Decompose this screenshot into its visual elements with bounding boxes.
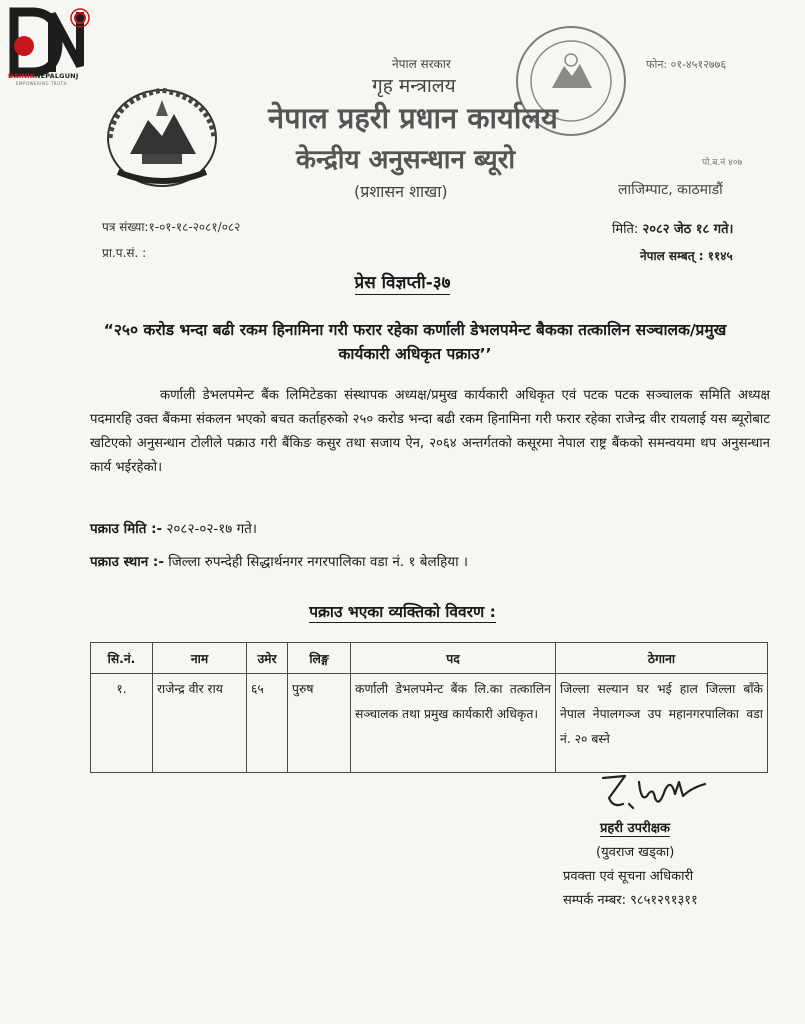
col-header-post: पद <box>351 643 556 674</box>
signatory-role: प्रवक्ता एवं सूचना अधिकारी <box>563 869 694 884</box>
header-phone: फोन: ०१-४५१२७७६ <box>646 58 727 71</box>
press-release-title: प्रेस विज्ञप्ती-३७ <box>354 273 451 293</box>
col-header-name: नाम <box>153 643 247 674</box>
cell-post: कर्णाली डेभलपमेन्ट बैंक लि.का तत्कालिन सञ्चालक तथा प्रमुख कार्यकारी अधिकृत। <box>351 674 556 773</box>
arrested-persons-table <box>90 642 768 773</box>
press-headline: “२५० करोड भन्दा बढी रकम हिनामिना गरी फरार रहेका कर्णाली डेभलपमेन्ट बैकका तत्कालिन सञ्चालक/प्रमुख कार्यकारी अधिकृत पक्राउ’’ <box>103 321 727 363</box>
signature-mark <box>595 768 715 816</box>
signatory-name: (युवराज खड्का) <box>596 845 675 860</box>
signatory-contact: सम्पर्क नम्बर: ९८५१२९१३११ <box>563 893 698 908</box>
header-location: लाजिम्पाट, काठमाडौं <box>618 182 723 198</box>
logo-tagline: EMPOWERING TRUTH <box>16 81 67 86</box>
cell-gender: पुरुष <box>288 674 351 773</box>
cell-name: राजेन्द्र वीर राय <box>153 674 247 773</box>
table-header-row <box>91 643 768 674</box>
signatory-title: प्रहरी उपरीक्षक <box>600 818 670 837</box>
cell-age: ६५ <box>247 674 288 773</box>
col-header-gender: लिङ्ग <box>288 643 351 674</box>
cell-sn: १. <box>91 674 153 773</box>
press-body: कर्णाली डेभलपमेन्ट बैंक लिमिटेडका संस्थापक अध्यक्ष/प्रमुख कार्यकारी अधिकृत एवं पटक पटक सञ्चालक समिति अध्यक्ष पदमारहि उक्त बैंकमा संकलन भएको बचत कर्ताहरुको २५० करोड भन्दा बढी रकम हिनामिना गरी फरार रहेका राजेन्द्र वीर रायलाई यस ब्यूरोबाट खटिएको अनुसन्धान टोलीले पक्राउ गरी बैंकिङ कसुर तथा सजाय ऐन, २०६४ अन्तर्गतको कसूरमा नेपाल राष्ट्र बैंकको समन्वयमा थप अनुसन्धान कार्य भईरहेको। <box>90 388 770 475</box>
arrest-date: पक्राउ मिति :- २०८२-०२-१७ गते। <box>90 521 257 537</box>
table-row <box>91 674 768 773</box>
header-pobox: पो.ब.नं ४०७ <box>702 158 743 168</box>
header-bureau: केन्द्रीय अनुसन्धान ब्यूरो <box>296 145 516 175</box>
logo-brand-text: DAINIKNEPALGUNJ <box>8 72 79 80</box>
header-police-hq: नेपाल प्रहरी प्रधान कार्यालय <box>268 101 558 135</box>
header-branch: (प्रशासन शाखा) <box>354 182 448 201</box>
letter-date: मिति: २०८२ जेठ १८ गते। <box>612 222 734 237</box>
col-header-address: ठेगाना <box>556 643 768 674</box>
cell-address: जिल्ला सल्यान घर भई हाल जिल्ला बाँके नेपाल नेपालगञ्ज उप महानगरपालिका वडा नं. २० बस्ने <box>556 674 768 773</box>
header-government: नेपाल सरकार <box>392 57 451 71</box>
col-header-age: उमेर <box>247 643 288 674</box>
letter-reference: पत्र संख्या:१-०१-१८-२०८१/०८२ <box>102 220 241 234</box>
header-ministry: गृह मन्त्रालय <box>372 75 456 97</box>
nepal-emblem-icon <box>100 80 224 192</box>
arrest-place: पक्राउ स्थान :- जिल्ला रुपन्देही सिद्धार्थनगर नगरपालिका वडा नं. १ बेलहिया । <box>90 554 468 570</box>
col-header-sn: सि.नं. <box>91 643 153 674</box>
details-title: पक्राउ भएका व्यक्तिको विवरण : <box>309 603 496 621</box>
letter-prps: प्रा.प.सं. : <box>102 246 147 260</box>
nepal-samvat: नेपाल सम्बत् : ११४५ <box>640 249 733 263</box>
